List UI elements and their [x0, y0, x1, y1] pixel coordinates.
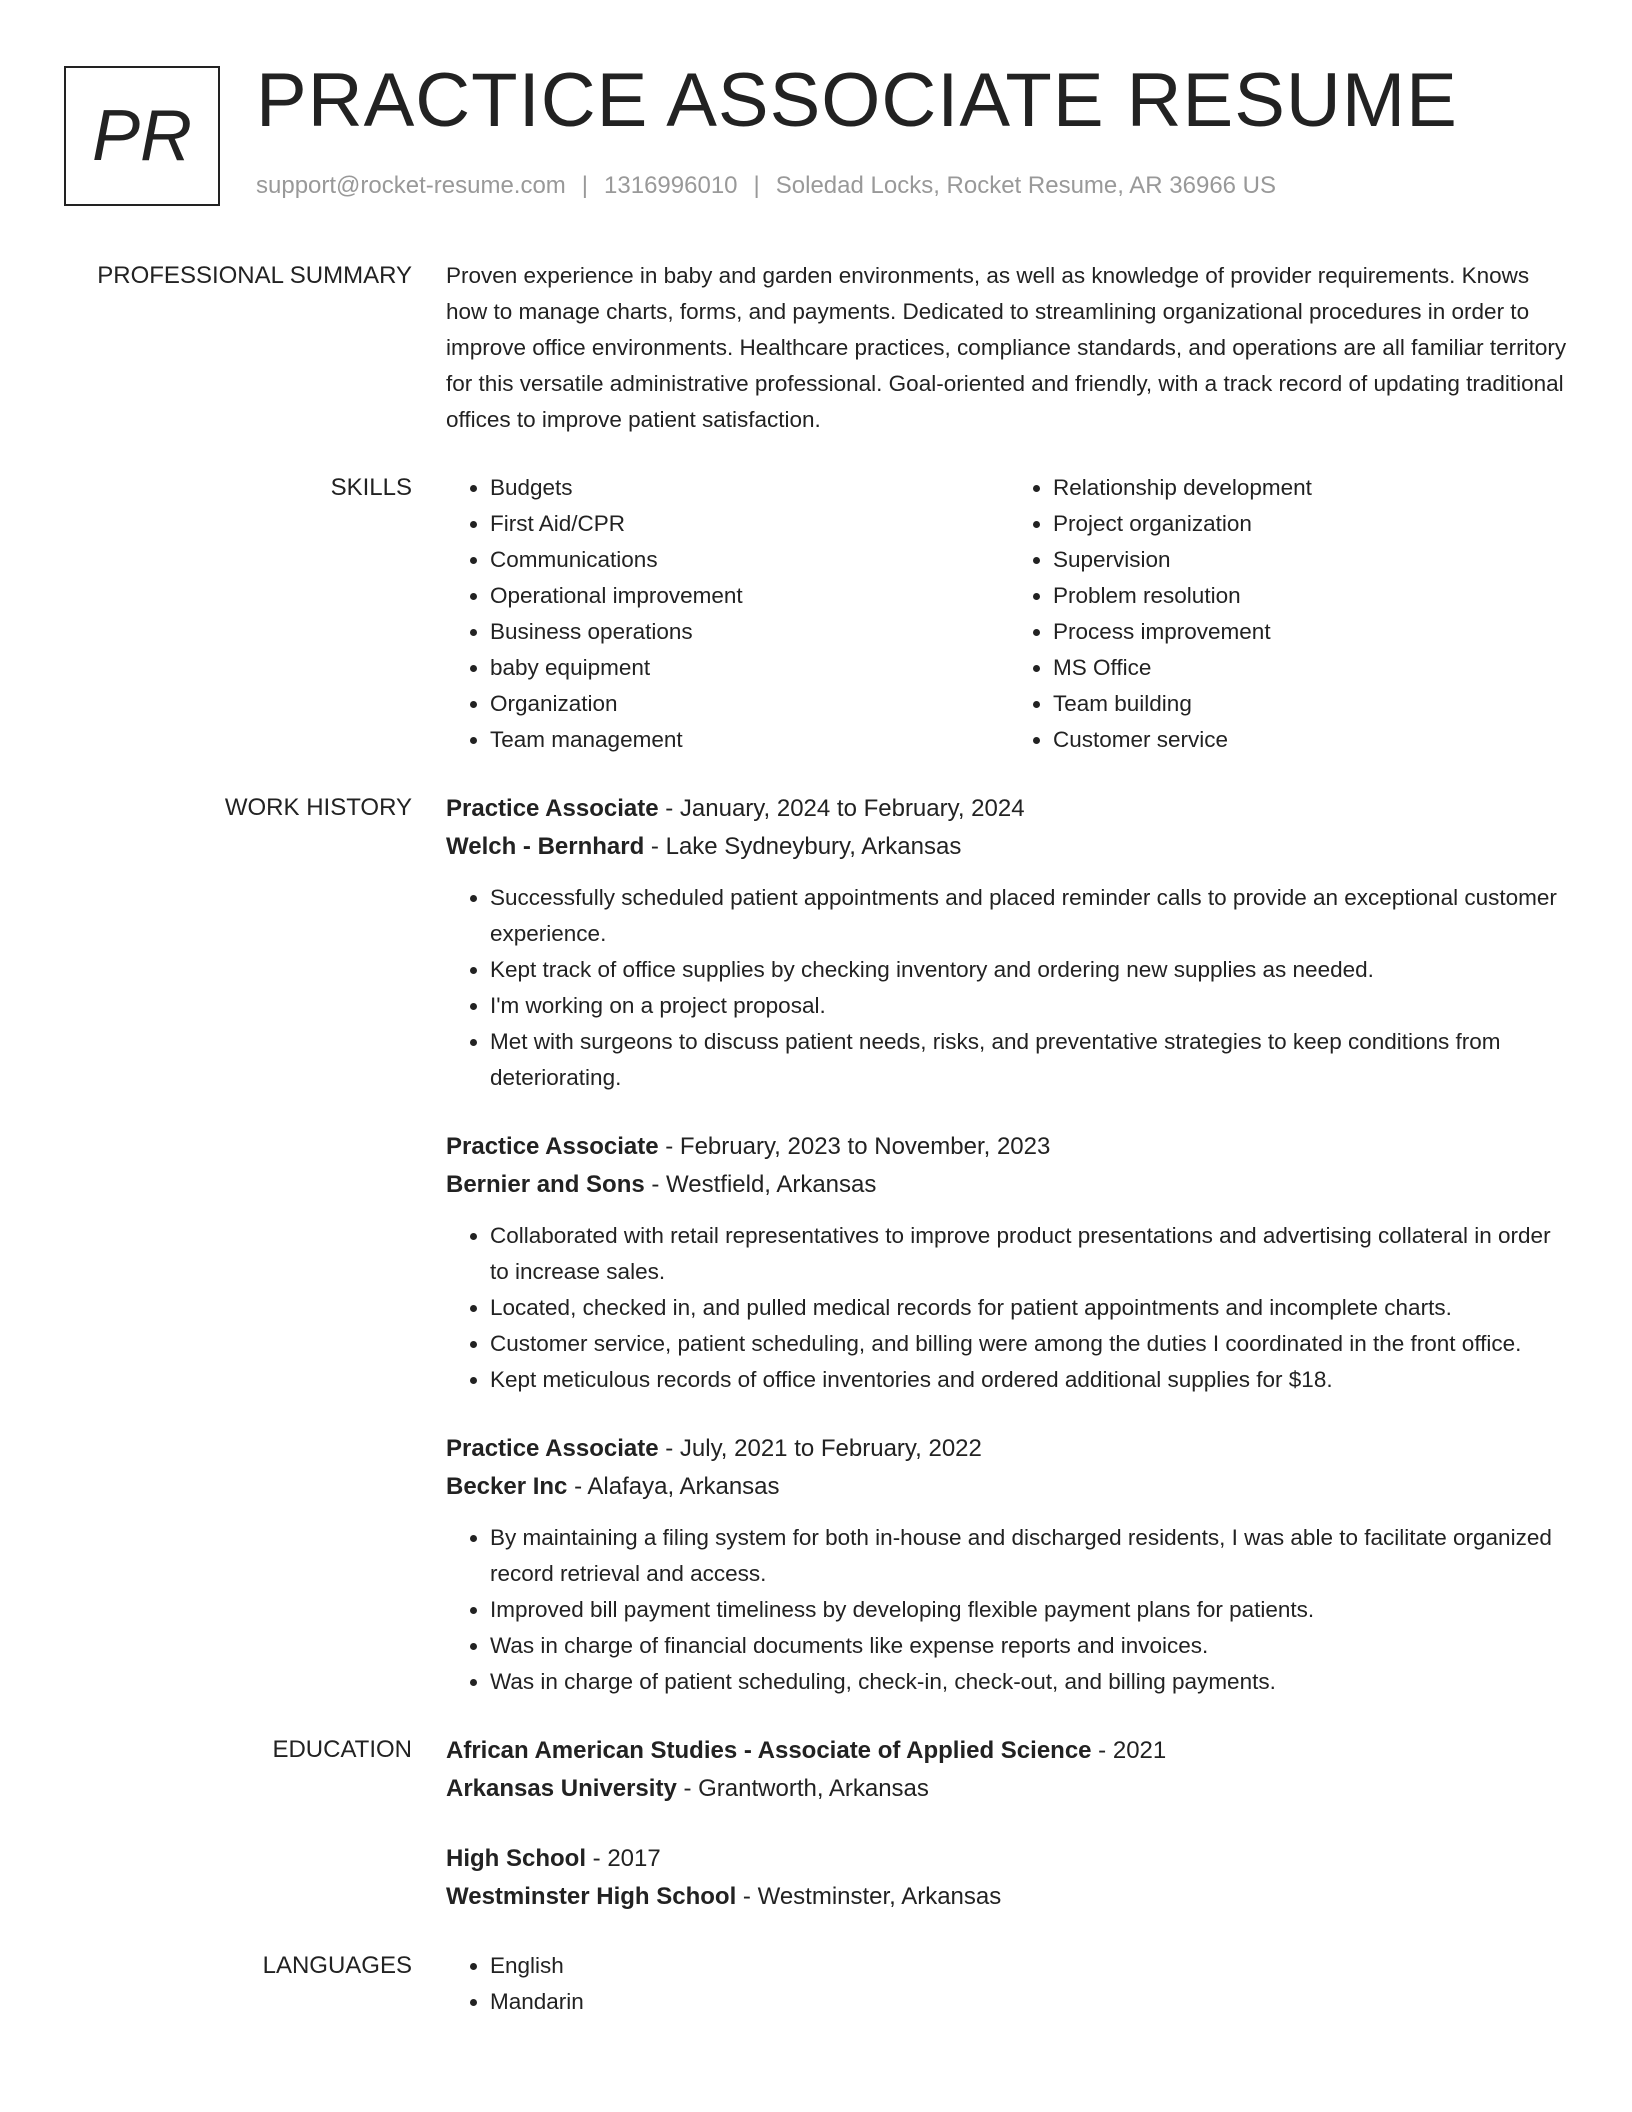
job-company-line	[446, 1166, 1572, 1204]
contact-separator: |	[753, 172, 760, 199]
language-item: • Mandarin	[490, 1984, 1572, 2020]
job-company-line	[446, 828, 1572, 866]
job-bullet: • Was in charge of financial documents like expense reports and invoices.	[490, 1628, 1572, 1664]
summary-section	[0, 258, 1632, 438]
skill-item: • Customer service	[1053, 722, 1572, 758]
job-bullet: • Improved bill payment timeliness by developing flexible payment plans for patients.	[490, 1592, 1572, 1628]
skill-item: • MS Office	[1053, 650, 1572, 686]
job-title: Practice Associate	[446, 1133, 659, 1160]
skill-item: • Team building	[1053, 686, 1572, 722]
job-title: Practice Associate	[446, 795, 659, 822]
school-location: - Westminster, Arkansas	[736, 1883, 1002, 1910]
degree-name: African American Studies - Associate of Applied Science	[446, 1737, 1092, 1764]
section-heading: WORK HISTORY	[224, 794, 412, 821]
skill-item: • Process improvement	[1053, 614, 1572, 650]
skills-section	[0, 470, 1632, 758]
contact-address: Soledad Locks, Rocket Resume, AR 36966 US	[775, 172, 1277, 199]
contact-email[interactable]: support@rocket-resume.com	[256, 172, 566, 199]
skill-item: • Problem resolution	[1053, 578, 1572, 614]
job-bullet: • Customer service, patient scheduling, and billing were among the duties I coordinated in the front office.	[490, 1326, 1572, 1362]
job-bullet: • Met with surgeons to discuss patient needs, risks, and preventative strategies to keep conditions from deteriorating.	[490, 1024, 1572, 1096]
job-location: - Alafaya, Arkansas	[567, 1473, 780, 1500]
school-location: - Grantworth, Arkansas	[676, 1775, 929, 1802]
degree-line	[446, 1840, 1572, 1878]
contact-line	[256, 172, 1276, 200]
job-bullet: • By maintaining a filing system for both in-house and discharged residents, I was able to facilitate organized record retrieval and access.	[490, 1520, 1572, 1592]
school-name: Westminster High School	[446, 1883, 737, 1910]
skills-columns	[446, 470, 1572, 758]
education-section	[0, 1732, 1632, 1916]
skills-list-right	[1009, 470, 1572, 758]
skill-item: • Business operations	[490, 614, 1009, 650]
job-bullets	[446, 880, 1572, 1096]
job-entry	[446, 790, 1572, 1096]
school-line	[446, 1878, 1572, 1916]
skill-item: • Communications	[490, 542, 1009, 578]
degree-name: High School	[446, 1845, 586, 1872]
school-line	[446, 1770, 1572, 1808]
skill-item: • baby equipment	[490, 650, 1009, 686]
skill-item: • Team management	[490, 722, 1009, 758]
skills-list-left	[446, 470, 1009, 758]
job-title-line	[446, 1430, 1572, 1468]
summary-text: Proven experience in baby and garden environments, as well as knowledge of provider requirements. Knows how to manage charts, forms, and payments. Dedicated to streamlining organizational procedures in order to improve office environments. Healthcare practices, compliance standards, and operations are all familiar territory for this versatile administrative professional. Goal-oriented and friendly, with a track record of updating traditional offices to improve patient satisfaction.	[446, 263, 1567, 432]
languages-section	[0, 1948, 1632, 2020]
skill-item: • Budgets	[490, 470, 1009, 506]
job-bullet: • I'm working on a project proposal.	[490, 988, 1572, 1024]
section-heading: EDUCATION	[272, 1736, 412, 1763]
skill-item: • Operational improvement	[490, 578, 1009, 614]
work-history-section	[0, 790, 1632, 1700]
job-company: Becker Inc	[446, 1473, 568, 1500]
job-bullet: • Collaborated with retail representatives to improve product presentations and advertising collateral in order to increase sales.	[490, 1218, 1572, 1290]
education-entry	[446, 1732, 1572, 1808]
job-title-line	[446, 790, 1572, 828]
skill-item: • Relationship development	[1053, 470, 1572, 506]
job-dates: - January, 2024 to February, 2024	[658, 795, 1025, 822]
job-company: Bernier and Sons	[446, 1171, 645, 1198]
skill-item: • Organization	[490, 686, 1009, 722]
job-title-line	[446, 1128, 1572, 1166]
job-company-line	[446, 1468, 1572, 1506]
skill-item: • First Aid/CPR	[490, 506, 1009, 542]
job-company: Welch - Bernhard	[446, 833, 645, 860]
job-entry	[446, 1430, 1572, 1700]
section-body	[446, 1732, 1572, 1916]
monogram-badge: PR	[64, 66, 220, 206]
school-name: Arkansas University	[446, 1775, 677, 1802]
resume-sections	[0, 258, 1632, 2020]
job-bullets	[446, 1218, 1572, 1398]
job-bullets	[446, 1520, 1572, 1700]
section-heading: PROFESSIONAL SUMMARY	[97, 262, 412, 289]
job-location: - Lake Sydneybury, Arkansas	[644, 833, 962, 860]
contact-phone[interactable]: 1316996010	[604, 172, 738, 199]
job-bullet: • Located, checked in, and pulled medical records for patient appointments and incomplete charts.	[490, 1290, 1572, 1326]
section-heading: LANGUAGES	[262, 1952, 412, 1979]
resume-title: PRACTICE ASSOCIATE RESUME	[256, 58, 1458, 143]
job-bullet: • Kept meticulous records of office inventories and ordered additional supplies for $18.	[490, 1362, 1572, 1398]
job-title: Practice Associate	[446, 1435, 659, 1462]
job-bullet: • Successfully scheduled patient appointments and placed reminder calls to provide an exceptional customer experience.	[490, 880, 1572, 952]
job-dates: - July, 2021 to February, 2022	[658, 1435, 982, 1462]
contact-separator: |	[581, 172, 589, 199]
language-item: • English	[490, 1948, 1572, 1984]
degree-line	[446, 1732, 1572, 1770]
languages-list	[446, 1948, 1572, 2020]
education-entry	[446, 1840, 1572, 1916]
skill-item: • Supervision	[1053, 542, 1572, 578]
degree-year: - 2021	[1091, 1737, 1167, 1764]
job-bullet: • Kept track of office supplies by checking inventory and ordering new supplies as needed.	[490, 952, 1572, 988]
skill-item: • Project organization	[1053, 506, 1572, 542]
job-bullet: • Was in charge of patient scheduling, check-in, check-out, and billing payments.	[490, 1664, 1572, 1700]
degree-year: - 2017	[586, 1845, 661, 1872]
job-dates: - February, 2023 to November, 2023	[658, 1133, 1051, 1160]
section-body	[446, 790, 1572, 1700]
section-body	[446, 258, 1572, 438]
job-location: - Westfield, Arkansas	[644, 1171, 877, 1198]
section-heading: SKILLS	[330, 474, 412, 501]
job-entry	[446, 1128, 1572, 1398]
section-body	[446, 1948, 1572, 2020]
